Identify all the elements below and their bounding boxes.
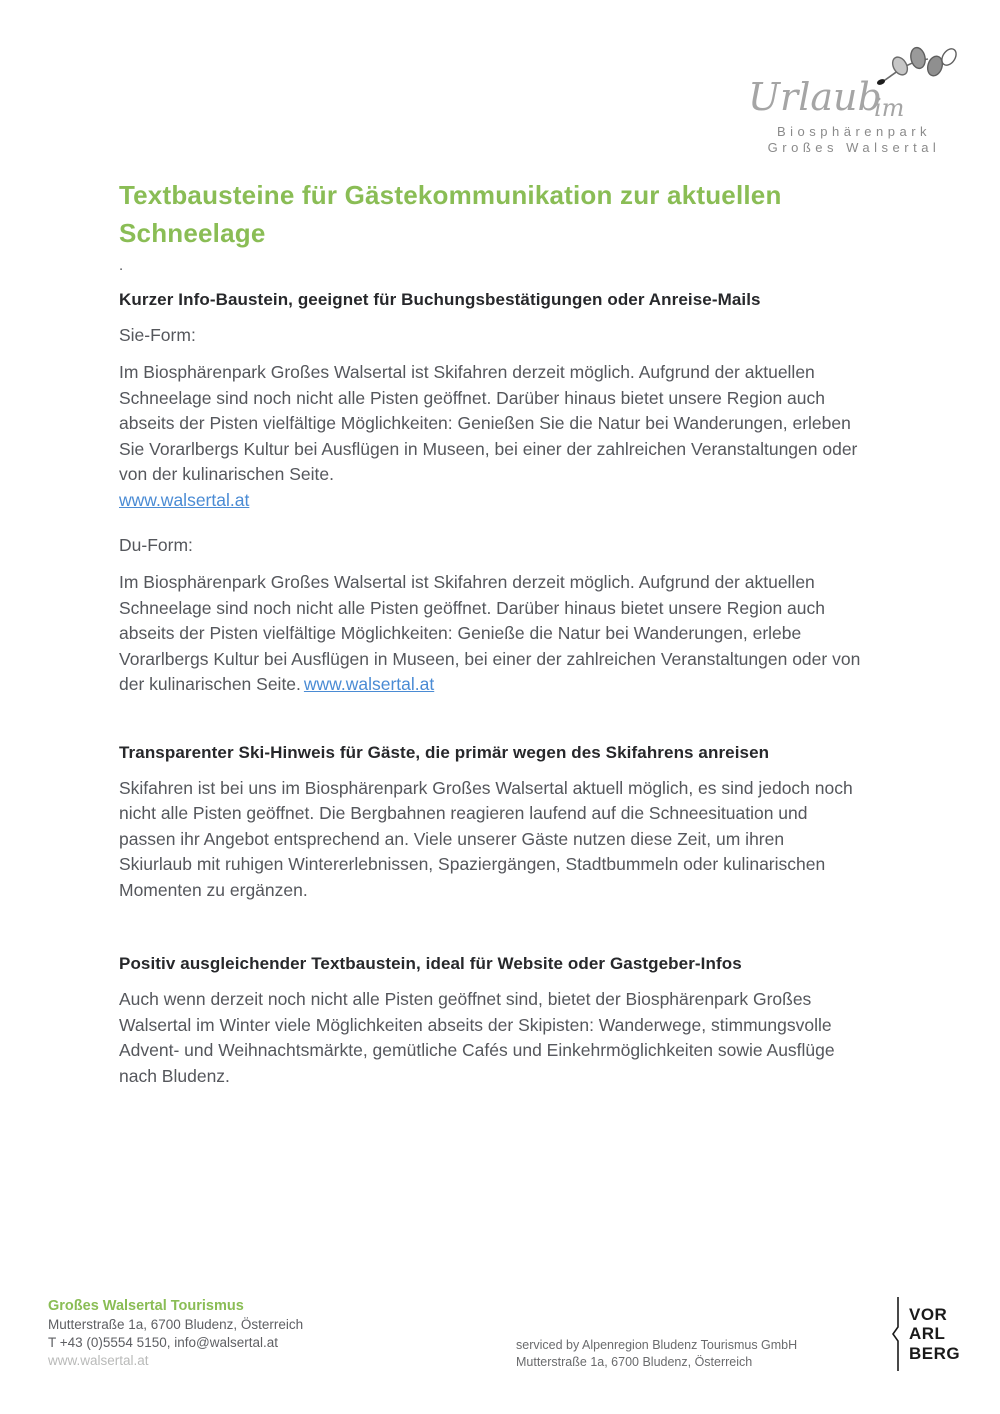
stray-dot: . [119, 257, 124, 274]
footer-serviced-block [516, 1337, 797, 1371]
vorarlberg-logo [890, 1296, 960, 1372]
curly-bracket-icon [890, 1296, 902, 1372]
heading-info-baustein: Kurzer Info-Baustein, geeignet für Buchungsbestätigungen oder Anreise-Mails [119, 290, 761, 309]
vorarlberg-wordmark [909, 1305, 960, 1364]
sie-form-text: Im Biosphärenpark Großes Walsertal ist Skifahren derzeit möglich. Aufgrund der aktuellen Schneelage sind noch nicht alle Pisten geöffnet. Darüber hinaus bietet unsere Region auch abseits der Pisten vielfältige Möglichkeiten: Genießen Sie die Natur bei Wanderungen, erleben Sie Vorarlbergs Kultur bei Ausflügen in Museen, bei einer der zahlreichen Veranstaltungen oder von der kulinarischen Seite. [119, 362, 858, 484]
logo-script-word: Urlaub [748, 75, 882, 119]
sie-form-label: Sie-Form: [119, 325, 196, 345]
footer-contact-block [48, 1297, 303, 1370]
heading-ski-hinweis: Transparenter Ski-Hinweis für Gäste, die primär wegen des Skifahrens anreisen [119, 742, 770, 762]
du-form-label: Du-Form: [119, 535, 193, 555]
vorarlberg-line1: VOR [909, 1304, 948, 1324]
du-form-link[interactable]: www.walsertal.at [303, 674, 435, 694]
footer-website [48, 1352, 303, 1370]
page-title: Textbausteine für Gästekommunikation zur aktuellen Schneelage [119, 180, 782, 248]
brand-name-line2: Großes Walsertal [767, 140, 941, 155]
footer-org-name: Großes Walsertal Tourismus [48, 1298, 244, 1314]
footer-website-link[interactable]: www.walsertal.at [48, 1353, 149, 1368]
serviced-address-line: Mutterstraße 1a, 6700 Bludenz, Österreich [516, 1355, 753, 1369]
heading-positiv-baustein: Positiv ausgleichender Textbaustein, ideal für Website oder Gastgeber-Infos [119, 954, 742, 973]
brand-name-line1: Biosphärenpark [776, 124, 932, 139]
brand-logo [748, 46, 960, 156]
urlaub-script-graphic [748, 46, 960, 124]
positiv-baustein-paragraph: Auch wenn derzeit noch nicht alle Pisten geöffnet sind, bietet der Biosphärenpark Großes Walsertal im Winter viele Möglichkeiten abseits der Skipisten: Wanderwege, stimmungsvolle Advent- und Weihnachtsmärkte, gemütliche Cafés und Einkehrmöglichkeiten sowie Ausflüge nach Bludenz. [119, 989, 835, 1086]
sie-form-paragraph [119, 360, 861, 488]
vorarlberg-line3: BERG [909, 1343, 961, 1363]
footer-address: Mutterstraße 1a, 6700 Bludenz, Österreich [48, 1317, 304, 1332]
leaf-doodle-icon [876, 46, 959, 86]
du-form-text: Im Biosphärenpark Großes Walsertal ist Skifahren derzeit möglich. Aufgrund der aktuellen Schneelage sind noch nicht alle Pisten geöffnet. Darüber hinaus bietet unsere Region auch abseits der Pisten vielfältige Möglichkeiten: Genieße die Natur bei Wanderungen, erlebe Vorarlbergs Kultur bei Ausflügen in Museen, bei einer der zahlreichen Veranstaltungen oder von der kulinarischen Seite. [119, 572, 861, 694]
du-form-paragraph [119, 570, 861, 698]
vorarlberg-line2: ARL [909, 1324, 946, 1344]
ski-hinweis-paragraph: Skifahren ist bei uns im Biosphärenpark Großes Walsertal aktuell möglich, es sind jedoch noch nicht alle Pisten geöffnet. Die Bergbahnen reagieren laufend auf die Schneesituation und passen ihr Angebot entsprechend an. Viele unserer Gäste nutzen diese Zeit, um ihren Skiurlaub mit ruhigen Wintererlebnissen, Spaziergängen, Stadtbummeln oder kulinarischen Momenten zu ergänzen. [119, 777, 853, 900]
sie-form-link[interactable]: www.walsertal.at [119, 489, 250, 510]
document-body [119, 176, 861, 1089]
footer-phone-email: T +43 (0)5554 5150, info@walsertal.at [48, 1335, 278, 1350]
serviced-by-line: serviced by Alpenregion Bludenz Tourismus GmbH [516, 1338, 798, 1352]
logo-script-suffix: im [874, 94, 905, 122]
